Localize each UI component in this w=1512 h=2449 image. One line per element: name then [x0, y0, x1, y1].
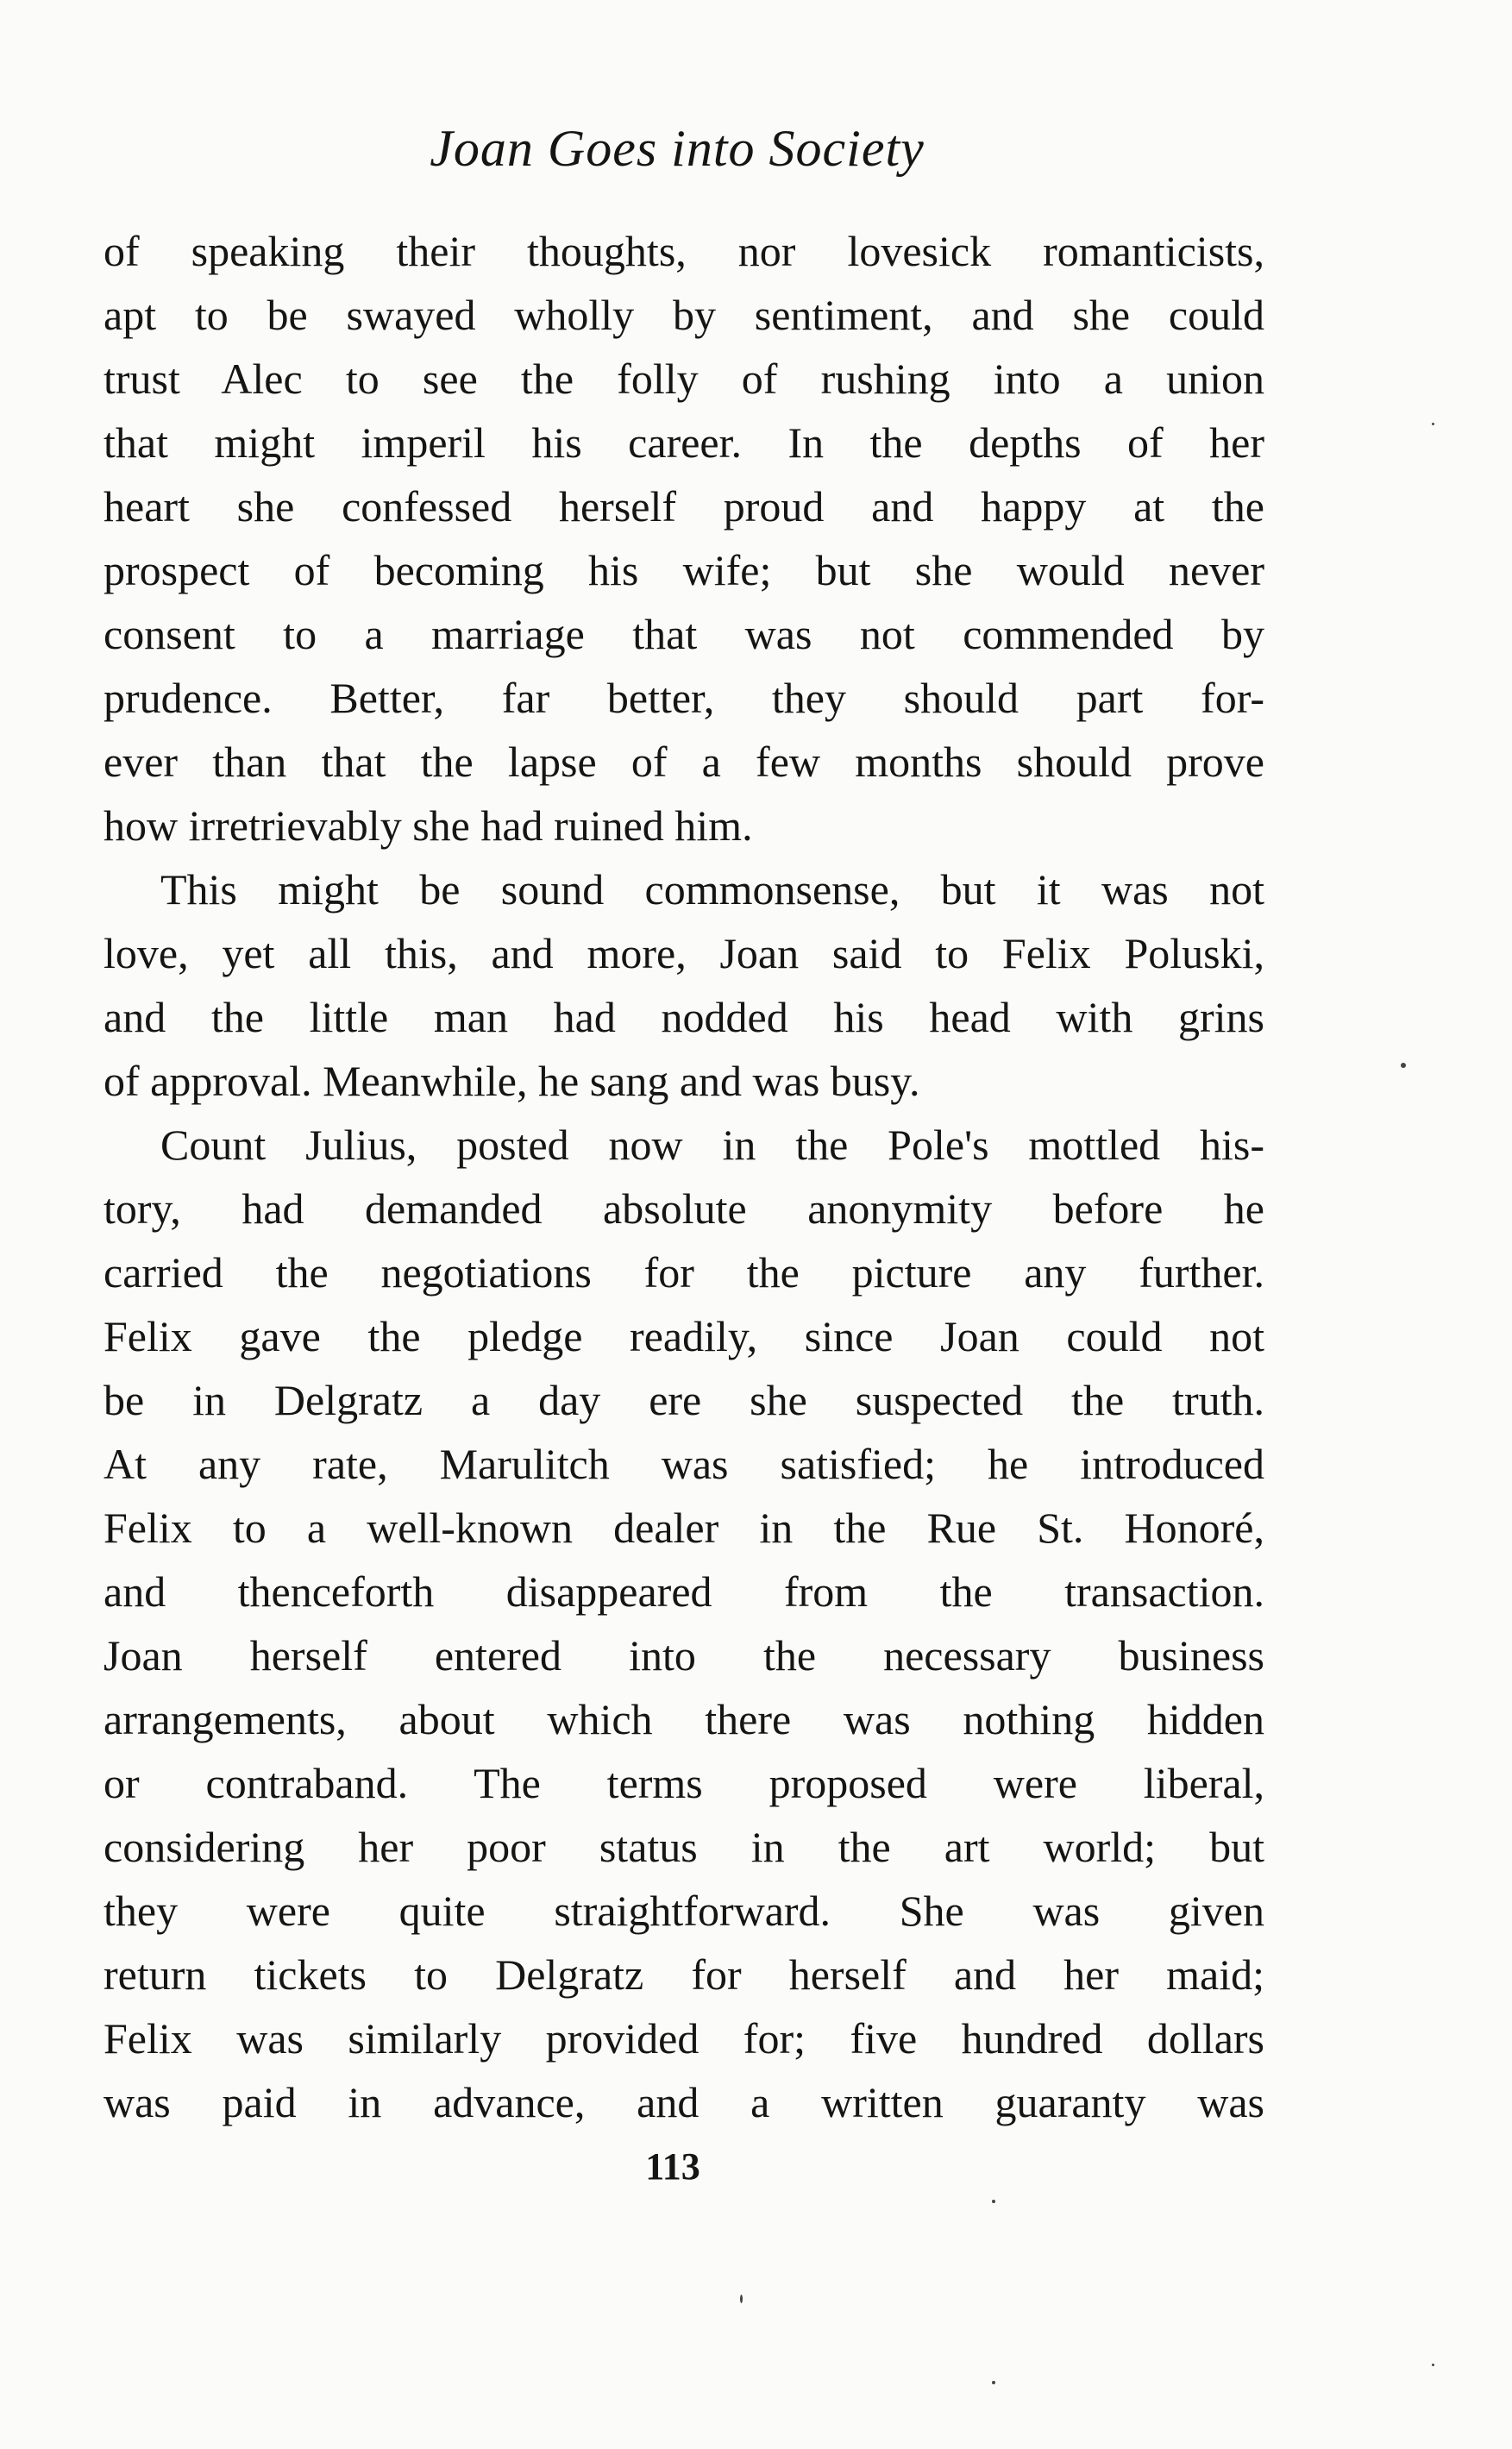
text-line: heart she confessed herself proud and happy at the: [104, 482, 1264, 531]
text-line: apt to be swayed wholly by sentiment, and she could: [104, 291, 1264, 339]
text-line: prospect of becoming his wife; but she would never: [104, 546, 1264, 594]
text-line: This might be sound commonsense, but it was not: [160, 865, 1264, 914]
text-line: or contraband. The terms proposed were liberal,: [104, 1759, 1264, 1807]
text-line: be in Delgratz a day ere she suspected the truth.: [104, 1376, 1264, 1424]
text-line: of speaking their thoughts, nor lovesick romanticists,: [104, 227, 1264, 275]
text-line: that might imperil his career. In the depths of her: [104, 418, 1264, 467]
text-line: considering her poor status in the art world; but: [104, 1823, 1264, 1871]
text-line: and thenceforth disappeared from the transaction.: [104, 1567, 1264, 1616]
scan-speck: [1432, 2364, 1434, 2366]
text-line: love, yet all this, and more, Joan said to Felix Poluski,: [104, 929, 1264, 977]
text-line: of approval. Meanwhile, he sang and was busy.: [104, 1057, 920, 1105]
scan-speck: [1432, 423, 1434, 425]
text-line: they were quite straightforward. She was given: [104, 1887, 1264, 1935]
text-line: was paid in advance, and a written guaranty was: [104, 2078, 1264, 2126]
scan-speck: [740, 2295, 743, 2303]
text-line: Felix to a well-known dealer in the Rue St. Honoré,: [104, 1504, 1264, 1552]
text-line: how irretrievably she had ruined him.: [104, 801, 753, 850]
text-line: Joan herself entered into the necessary business: [104, 1631, 1264, 1680]
text-line: arrangements, about which there was nothing hidden: [104, 1695, 1264, 1743]
text-line: return tickets to Delgratz for herself and her maid;: [104, 1950, 1264, 1999]
text-line: and the little man had nodded his head with grins: [104, 993, 1264, 1041]
text-line: Count Julius, posted now in the Pole's mottled his-: [160, 1121, 1264, 1169]
running-header: Joan Goes into Society: [430, 120, 925, 177]
text-line: Felix was similarly provided for; five hundred dollars: [104, 2014, 1264, 2063]
text-line: consent to a marriage that was not commended by: [104, 610, 1264, 658]
text-line: At any rate, Marulitch was satisfied; he introduced: [104, 1440, 1264, 1488]
page-number: 113: [645, 2145, 700, 2188]
text-line: Felix gave the pledge readily, since Joan could not: [104, 1312, 1264, 1360]
scan-speck: [1401, 1063, 1406, 1068]
body-text: [104, 219, 1264, 2134]
text-line: tory, had demanded absolute anonymity before he: [104, 1184, 1264, 1233]
scan-speck: [992, 2381, 995, 2384]
text-line: carried the negotiations for the picture any further.: [104, 1248, 1264, 1297]
text-line: ever than that the lapse of a few months should prove: [104, 738, 1264, 786]
scan-speck: [992, 2200, 995, 2203]
text-line: trust Alec to see the folly of rushing into a union: [104, 355, 1264, 403]
text-line: prudence. Better, far better, they should part for-: [104, 674, 1264, 722]
